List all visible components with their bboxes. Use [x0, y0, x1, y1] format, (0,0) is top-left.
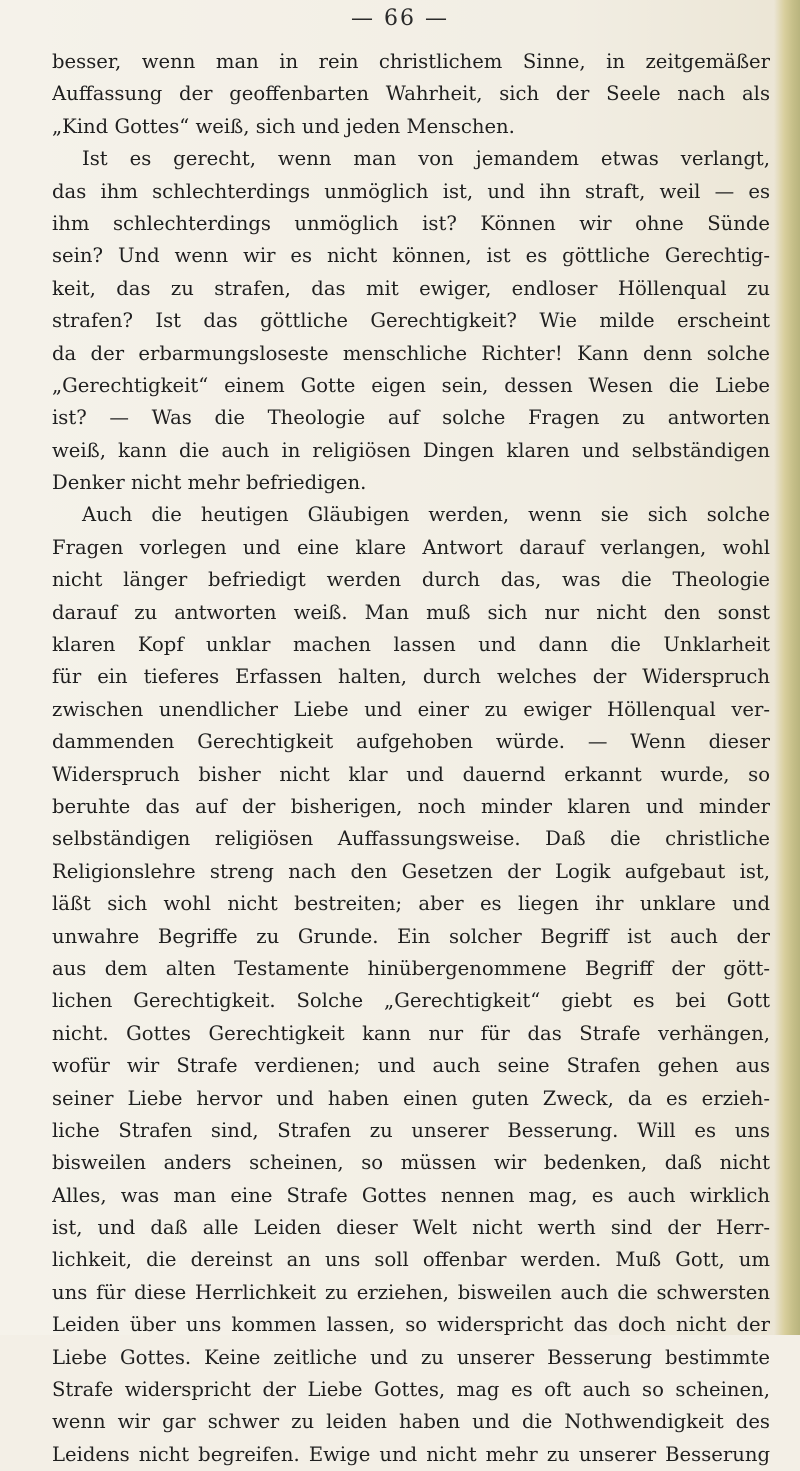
text-line: wofür wir Strafe verdienen; und auch seine Strafen gehen aus	[52, 1054, 770, 1078]
text-line: ihm schlechterdings unmöglich ist? Können wir ohne Sünde	[52, 211, 770, 235]
text-line: Liebe Gottes. Keine zeitliche und zu unserer Besserung bestimmte	[52, 1345, 770, 1369]
text-line: Leidens nicht begreifen. Ewige und nicht mehr zu unserer Besserung	[52, 1442, 770, 1466]
text-line: Auch die heutigen Gläubigen werden, wenn sie sich solche	[82, 503, 770, 527]
text-line: nicht. Gottes Gerechtigkeit kann nur für das Strafe verhängen,	[52, 1021, 770, 1045]
text-line: Ist es gerecht, wenn man von jemandem etwas verlangt,	[82, 147, 770, 171]
text-line: Leiden über uns kommen lassen, so widerspricht das doch nicht der	[52, 1313, 770, 1337]
text-line: ist? — Was die Theologie auf solche Fragen zu antworten	[52, 406, 770, 430]
text-line: Widerspruch bisher nicht klar und dauernd erkannt wurde, so	[52, 762, 770, 786]
text-line: liche Strafen sind, Strafen zu unserer Besserung. Will es uns	[52, 1118, 770, 1142]
page-number: — 66 —	[351, 6, 449, 31]
text-line: aus dem alten Testamente hinübergenommene Begriff der gött-	[52, 956, 770, 980]
text-line: dammenden Gerechtigkeit aufgehoben würde. — Wenn dieser	[52, 730, 770, 754]
text-line: bisweilen anders scheinen, so müssen wir bedenken, daß nicht	[52, 1151, 770, 1175]
text-line: Denker nicht mehr befriedigen.	[52, 471, 367, 495]
text-line: seiner Liebe hervor und haben einen guten Zweck, da es erzieh-	[52, 1086, 770, 1110]
text-line: Auffassung der geoffenbarten Wahrheit, sich der Seele nach als	[52, 82, 770, 106]
text-line: selbständigen religiösen Auffassungsweise. Daß die christliche	[52, 827, 770, 851]
text-line: da der erbarmungsloseste menschliche Richter! Kann denn solche	[52, 341, 770, 365]
body-text	[52, 46, 770, 1471]
text-line: lichen Gerechtigkeit. Solche „Gerechtigkeit“ giebt es bei Gott	[52, 989, 770, 1013]
page-edge	[774, 0, 800, 1335]
text-line: ist, und daß alle Leiden dieser Welt nicht werth sind der Herr-	[52, 1216, 770, 1240]
text-line: darauf zu antworten weiß. Man muß sich nur nicht den sonst	[52, 600, 770, 624]
text-line: besser, wenn man in rein christlichem Sinne, in zeitgemäßer	[52, 50, 770, 73]
text-line: „Kind Gottes“ weiß, sich und jeden Menschen.	[52, 114, 515, 138]
text-line: Strafe widerspricht der Liebe Gottes, mag es oft auch so scheinen,	[52, 1378, 770, 1402]
text-line: Fragen vorlegen und eine klare Antwort darauf verlangen, wohl	[52, 535, 770, 559]
text-line: lichkeit, die dereinst an uns soll offenbar werden. Muß Gott, um	[52, 1248, 770, 1272]
text-line: Alles, was man eine Strafe Gottes nennen mag, es auch wirklich	[52, 1183, 770, 1207]
text-line: zwischen unendlicher Liebe und einer zu ewiger Höllenqual ver-	[52, 697, 770, 721]
text-line: nicht länger befriedigt werden durch das, was die Theologie	[52, 568, 770, 592]
text-line: beruhte das auf der bisherigen, noch minder klaren und minder	[52, 794, 770, 818]
text-line: sein? Und wenn wir es nicht können, ist es göttliche Gerechtig-	[52, 244, 770, 268]
text-line: weiß, kann die auch in religiösen Dingen klaren und selbständigen	[52, 438, 770, 462]
text-line: das ihm schlechterdings unmöglich ist, und ihn straft, weil — es	[52, 179, 770, 203]
text-line: „Gerechtigkeit“ einem Gotte eigen sein, dessen Wesen die Liebe	[52, 373, 770, 397]
text-line: unwahre Begriffe zu Grunde. Ein solcher Begriff ist auch der	[52, 924, 770, 948]
text-line: strafen? Ist das göttliche Gerechtigkeit? Wie milde erscheint	[52, 309, 770, 333]
text-line: klaren Kopf unklar machen lassen und dann die Unklarheit	[52, 633, 770, 657]
text-line: keit, das zu strafen, das mit ewiger, endloser Höllenqual zu	[52, 276, 770, 300]
text-line: für ein tieferes Erfassen halten, durch welches der Widerspruch	[52, 665, 770, 689]
text-line: wenn wir gar schwer zu leiden haben und die Nothwendigkeit des	[52, 1410, 770, 1434]
text-line: läßt sich wohl nicht bestreiten; aber es liegen ihr unklare und	[52, 892, 770, 916]
text-line: uns für diese Herrlichkeit zu erziehen, bisweilen auch die schwersten	[52, 1280, 770, 1304]
text-line: Religionslehre streng nach den Gesetzen der Logik aufgebaut ist,	[52, 859, 770, 883]
